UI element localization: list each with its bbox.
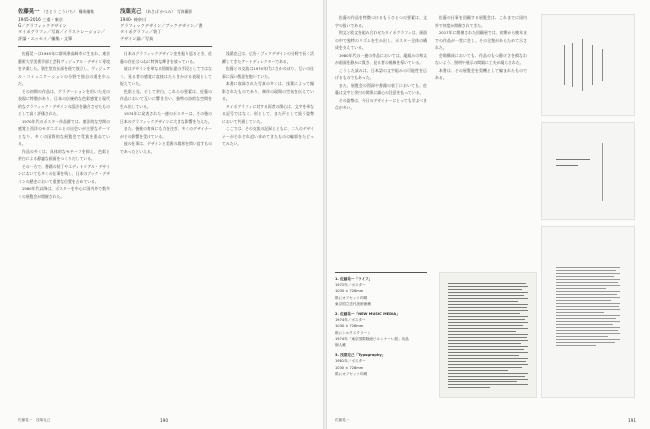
paragraph: 佐藤の作品を特徴づけるもうひとつの要素は、文字の扱いである。 bbox=[335, 15, 427, 28]
paragraph: 佐藤晃一は1945年に群馬県高崎市に生まれ、東京藝術大学美術学部工芸科ヴィジュアル・デザイン専攻を卒業した。資生堂宣伝部を経て独立し、ヴィジュアル・コミュニケーションの分野で独自の道を歩んだ。 bbox=[18, 51, 110, 86]
divider bbox=[335, 272, 427, 273]
paragraph: 会場構成においても、作品のもつ静けさを損なわないよう、照明や展示の間隔に工夫が凝らされた。 bbox=[435, 52, 527, 65]
author-detail-line: タイポグラフィ／写真／イラストレーション／ bbox=[18, 29, 106, 35]
paragraph: 1970年代のポスター作品群では、東洋的な空間の感覚と西洋のモダニズムとの出会いが主要なテーマとなり、多くの国際的な展覧会で受賞を重ねている。 bbox=[18, 118, 110, 146]
author-detail-line: 評論・エッセイ／編集・文筆 bbox=[18, 35, 73, 41]
paragraph: 本書に収録された写真の多くは、浅葉によって撮影されたものであり、制作の現場の空気を伝えている。 bbox=[222, 81, 314, 101]
caption-title: 3. 浅葉克己「Typography」 bbox=[335, 353, 386, 358]
paragraph: 1974年に発表された一連のポスターは、その後の日本のグラフィックデザインに大きな影響を与えた。 bbox=[120, 111, 212, 124]
caption-line: 東京国立近代美術館蔵 bbox=[335, 301, 371, 306]
paragraph: また、後進の育成にも力を注ぎ、多くのデザイナーがその影響を受けている。 bbox=[120, 126, 212, 139]
poster-text-texture bbox=[448, 283, 528, 390]
caption-line: 紙にオフセット印刷 bbox=[335, 295, 368, 300]
caption-line: 紙にオフセット印刷 bbox=[335, 371, 368, 376]
left-page bbox=[0, 0, 323, 429]
paragraph: 日本のグラフィックデザイン史を振り返るとき、佐藤の存在はつねに特異な輝きを放っている。 bbox=[120, 51, 212, 64]
poster-rule bbox=[572, 43, 573, 87]
author-profile-2 bbox=[120, 8, 260, 42]
caption-title: 2. 佐藤晃一「NEW MUSIC MEDIA」 bbox=[335, 312, 400, 317]
paragraph: 彼はデザインを単なる情報伝達の手段としてではなく、見る者の感覚に直接はたらきかける表現として捉えていた。 bbox=[120, 66, 212, 86]
author-detail-line: G／グラフィックデザイン bbox=[18, 23, 67, 29]
caption-line: 1981年／ポスター bbox=[335, 359, 366, 364]
paragraph: その初期の作品は、グラデーションを用いた光の表現に特徴があり、日本の伝統的な色彩感覚と現代的なグラフィック・デザインの語法を融合させたものとして高く評価された。 bbox=[18, 88, 110, 116]
caption-line: 1030 × 728mm bbox=[335, 324, 364, 329]
running-footer: 佐藤晃一 浅葉克己 bbox=[18, 418, 51, 422]
page-number: 190 bbox=[160, 418, 168, 423]
body-column-5 bbox=[435, 14, 527, 264]
author-detail-line: デザイン論／写真 bbox=[120, 35, 154, 41]
paragraph: 佐藤の仕事を回顧する展覧会は、これまでに国内外で何度か開催されてきた。 bbox=[435, 15, 527, 28]
paragraph: 和文と欧文を組み合わせたタイポグラフィは、画面の中で独特のリズムを生み出し、ポスター全体の構成を支えている。 bbox=[335, 30, 427, 50]
right-page bbox=[327, 0, 650, 429]
poster-figure-2 bbox=[541, 122, 635, 220]
caption-line: 1974年「東京国際版画ビエンナーレ展」出品 bbox=[335, 336, 409, 341]
divider bbox=[120, 46, 212, 47]
caption-line: 1972年／ポスター bbox=[335, 283, 366, 288]
body-column-3 bbox=[222, 50, 314, 406]
poster-figure-3 bbox=[439, 272, 537, 398]
poster-rule bbox=[582, 39, 583, 91]
paragraph: こうした試みは、日本語の文字組みの可能性を広げるものでもあった。 bbox=[335, 67, 427, 80]
divider bbox=[18, 46, 110, 47]
caption-line: 1030 × 728mm bbox=[335, 365, 364, 370]
paragraph: その一方で、書籍の装丁やエディトリアル・デザインにおいても多くの仕事を残し、日本のブック・デザインの歴史において重要な位置を占めている。 bbox=[18, 163, 110, 184]
running-footer: 佐藤晃一 bbox=[335, 418, 350, 422]
caption-line: 紙にシルクスクリーン bbox=[335, 330, 371, 335]
author-detail-line: タイポグラフィ／装丁 bbox=[120, 29, 162, 35]
caption-block bbox=[335, 276, 427, 377]
paragraph: 色彩と光、そして余白。これらの要素は、佐藤の作品において互いに響き合い、独特の詩的な空間を生み出している。 bbox=[120, 88, 212, 109]
poster-rule bbox=[556, 165, 578, 166]
paragraph: 佐藤との交流は1970年代にさかのぼり、互いの仕事に深い敬意を抱いていた。 bbox=[222, 66, 314, 79]
paragraph: 1980年代以降は、ポスターを中心に国内外で数多くの展覧会が開催された。 bbox=[18, 186, 110, 199]
caption-title: 1. 佐藤晃一「ライフ」 bbox=[335, 277, 373, 281]
author-name-2: 浅葉克己 （あさば かつみ） 写真撮影 bbox=[120, 9, 193, 15]
body-column-4 bbox=[335, 14, 427, 264]
paragraph: 作品の多くは、具体的なモチーフを抑え、色彩と余白による静謐な画面をつくりだしている。 bbox=[18, 148, 110, 161]
poster-figure-1 bbox=[541, 14, 635, 116]
caption-line: 1974年／ポスター bbox=[335, 318, 366, 323]
author-detail-line: 1945-2016 三重・東京 bbox=[18, 17, 64, 22]
caption-line: 個人蔵 bbox=[335, 343, 346, 348]
poster-rule bbox=[556, 159, 590, 160]
paragraph: その姿勢は、今日のデザイナーにとっても学ぶべき点が多い。 bbox=[335, 97, 427, 110]
poster-text-texture bbox=[556, 267, 620, 348]
paragraph: 本書は、その展覧会を契機として編まれたものである。 bbox=[435, 67, 527, 80]
poster-figure-4 bbox=[541, 226, 635, 398]
paragraph: タイポグラフィに対する両者の関心は、文字を単なる記号ではなく、形として、また声として扱う姿勢において共通していた。 bbox=[222, 103, 314, 124]
paragraph: 1980年代の一連の作品においては、縦組みの和文が画面を静かに貫き、見る者の視線を導いている。 bbox=[335, 52, 427, 65]
caption-line: 1030 × 728mm bbox=[335, 289, 364, 294]
body-column-1 bbox=[18, 50, 110, 406]
author-detail-line: 1940- 神奈川 bbox=[120, 17, 147, 22]
poster-rule bbox=[602, 49, 603, 81]
page-number: 191 bbox=[628, 418, 636, 423]
body-column-2 bbox=[120, 50, 212, 406]
author-name-1: 佐藤晃一 （さとう こういち） 構成編集 bbox=[18, 9, 94, 15]
poster-rule bbox=[564, 45, 565, 85]
paragraph: 2017年に開催された回顧展では、初期から晩年までの作品が一堂に会し、その全貌があらためて示された。 bbox=[435, 30, 527, 50]
poster-rule bbox=[592, 45, 593, 85]
paragraph: また、展覧会の図録や書籍の装丁においても、佐藤は文字と余白の関係に細心の注意を払っている。 bbox=[335, 82, 427, 95]
paragraph: ここでは、その交流の記録とともに、二人のデザイナーがそれぞれ追い求めてきたものの輪郭をたどってみたい。 bbox=[222, 126, 314, 146]
poster-rule bbox=[602, 143, 603, 201]
paragraph: 彼の仕事は、デザインと美術の境界を問い直すものであったといえる。 bbox=[120, 141, 212, 154]
author-detail-line: グラフィックデザイン／ブックデザイン／書 bbox=[120, 23, 203, 29]
paragraph: 浅葉克己は、広告・ブックデザインの分野で長く活躍してきたアートディレクターである。 bbox=[222, 51, 314, 64]
